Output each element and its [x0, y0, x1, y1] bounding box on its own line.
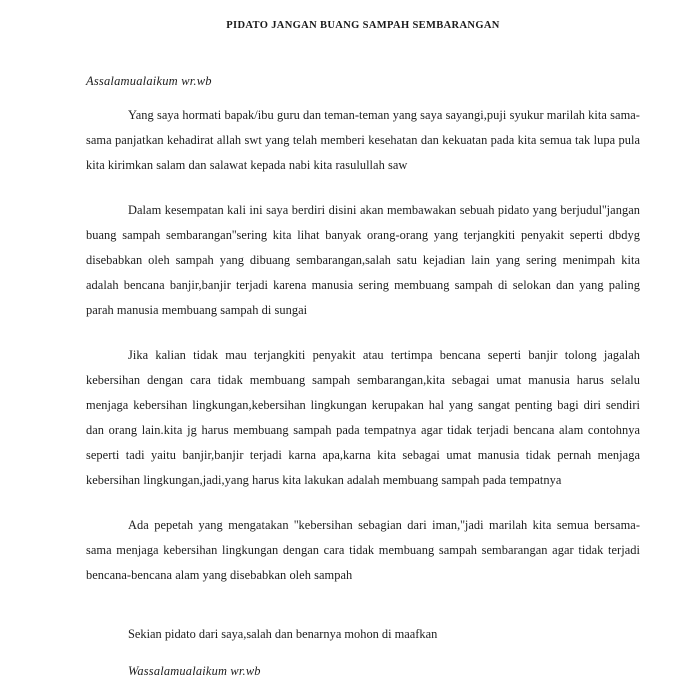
opening-salutation: Assalamualaikum wr.wb	[86, 74, 212, 88]
paragraph-2: Dalam kesempatan kali ini saya berdiri disini akan membawakan sebuah pidato yang berjudul''jangan buang sampah sembarangan''sering kita lihat banyak orang-orang yang terjangkiti penyakit seperti dbdyg disebabkan oleh sampah yang dibuang sembarangan,salah satu kejadian lain yang sering menimpah kita adalah bencana banjir,banjir terjadi karena manusia sering membuang sampah di selokan dan yang paling parah manusia membuang sampah di sungai	[86, 203, 640, 317]
closing-salutation: Wassalamualaikum wr.wb	[128, 664, 261, 678]
page-title: PIDATO JANGAN BUANG SAMPAH SEMBARANGAN	[226, 20, 500, 31]
closing-block	[86, 622, 640, 684]
closing-line: Sekian pidato dari saya,salah dan benarnya mohon di maafkan	[128, 627, 438, 641]
paragraph-4: Ada pepetah yang mengatakan ''kebersihan sebagian dari iman,''jadi marilah kita semua bersama-sama menjaga kebersihan lingkungan dengan cara tidak membuang sampah sembarangan agar tidak terjadi bencana-bencana alam yang disebabkan oleh sampah	[86, 518, 640, 582]
paragraph-3: Jika kalian tidak mau terjangkiti penyakit atau tertimpa bencana seperti banjir tolong jagalah kebersihan dengan cara tidak membuang sampah sembarangan,kita sebagai umat manusia harus selalu menjaga kebersihan lingkungan,kebersihan lingkungan kerupakan hal yang sangat penting bagi diri sendiri dan orang lain.kita jg harus membuang sampah pada tempatnya agar tidak terjadi bencana alam contohnya seperti tadi yaitu banjir,banjir terjadi karna apa,karna kita sebagai umat manusia tidak pernah menjaga kebersihan lingkungan,jadi,yang harus kita lakukan adalah membuang sampah pada tempatnya	[86, 348, 640, 487]
paragraph-1: Yang saya hormati bapak/ibu guru dan teman-teman yang saya sayangi,puji syukur marilah kita sama-sama panjatkan kehadirat allah swt yang telah memberi kesehatan dan kekuatan pada kita semua tak lupa pula kita kirimkan salam dan salawat kepada nabi kita rasulullah saw	[86, 108, 640, 172]
